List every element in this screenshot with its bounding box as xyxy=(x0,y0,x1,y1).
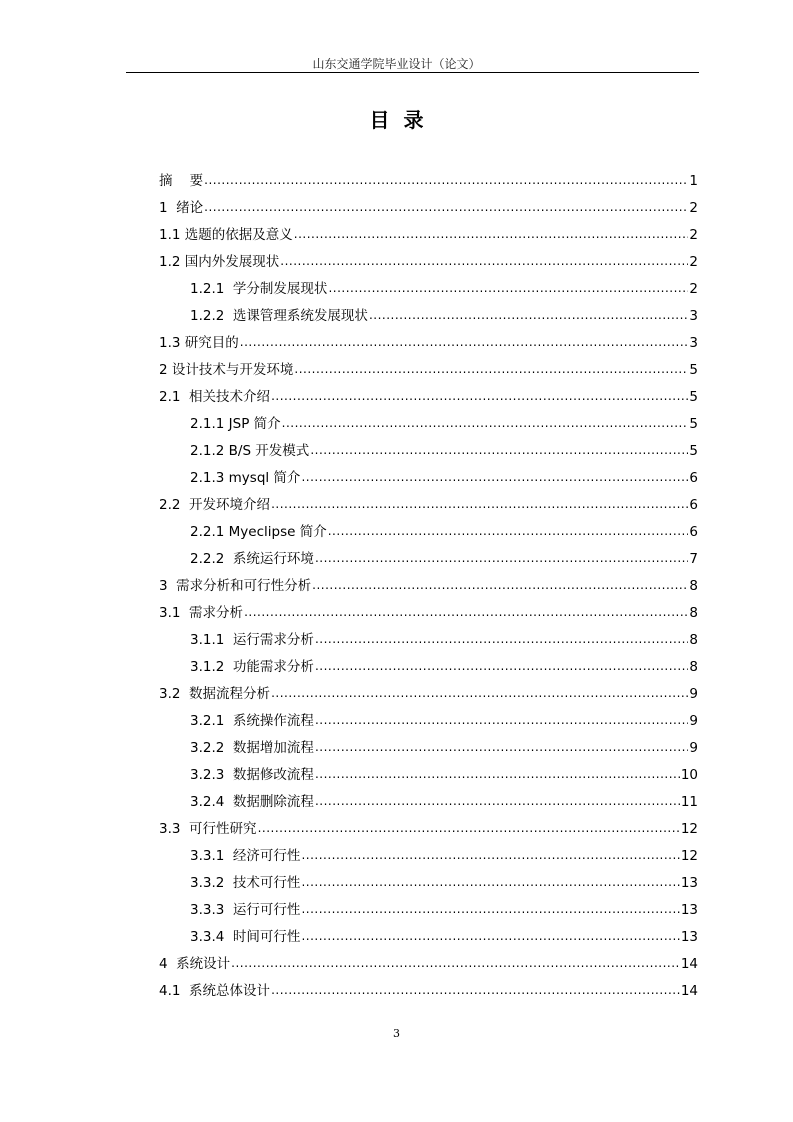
toc-entry-label: 2.2.1 Myeclipse 简介 xyxy=(190,524,327,540)
toc-entry-label: 2.1 相关技术介绍 xyxy=(159,389,271,405)
toc-entry xyxy=(159,924,698,951)
toc-entry-page: 2 xyxy=(689,254,698,270)
toc-entry-label: 3.2.1 系统操作流程 xyxy=(190,713,314,729)
toc-dot-leader xyxy=(310,437,688,464)
toc-dot-leader xyxy=(301,464,688,491)
toc-entry-page: 7 xyxy=(689,551,698,567)
toc-entry-page: 5 xyxy=(689,416,698,432)
toc-dot-leader xyxy=(282,410,689,437)
toc-entry-label: 1.1 选题的依据及意义 xyxy=(159,227,293,243)
toc-dot-leader xyxy=(240,329,689,356)
toc-entry-label: 2.1.2 B/S 开发模式 xyxy=(190,443,310,459)
toc-entry-page: 6 xyxy=(689,470,698,486)
toc-dot-leader xyxy=(271,491,688,518)
toc-entry-label: 2.1.1 JSP 简介 xyxy=(190,416,281,432)
toc-entry-page: 13 xyxy=(680,875,698,891)
toc-dot-leader xyxy=(231,950,680,977)
toc-entry xyxy=(159,735,698,762)
toc-entry xyxy=(159,330,698,357)
toc-dot-leader xyxy=(204,167,688,194)
toc-entry-page: 2 xyxy=(689,227,698,243)
toc-entry-label: 1.2.2 选课管理系统发展现状 xyxy=(190,308,368,324)
toc-entry-label: 2.1.3 mysql 简介 xyxy=(190,470,301,486)
toc-dot-leader xyxy=(271,383,688,410)
toc-entry xyxy=(159,276,698,303)
toc-dot-leader xyxy=(271,977,680,1004)
toc-entry xyxy=(159,816,698,843)
toc-entry xyxy=(159,681,698,708)
toc-entry-label: 3.3.4 时间可行性 xyxy=(190,929,301,945)
toc-entry xyxy=(159,897,698,924)
toc-dot-leader xyxy=(315,626,688,653)
toc-entry-label: 3.1 需求分析 xyxy=(159,605,244,621)
running-header: 山东交通学院毕业设计（论文） xyxy=(312,57,481,71)
toc-entry-label: 1.2.1 学分制发展现状 xyxy=(190,281,328,297)
toc-entry-label: 3.2.4 数据删除流程 xyxy=(190,794,314,810)
toc-entry-page: 11 xyxy=(680,794,698,810)
toc-entry-page: 8 xyxy=(689,578,698,594)
toc-entry-label: 3.3.2 技术可行性 xyxy=(190,875,301,891)
toc-entry xyxy=(159,411,698,438)
toc-entry-page: 8 xyxy=(689,632,698,648)
table-of-contents xyxy=(159,168,698,1005)
toc-entry-page: 8 xyxy=(689,605,698,621)
toc-entry-label: 3 需求分析和可行性分析 xyxy=(159,578,312,594)
toc-entry-page: 2 xyxy=(689,281,698,297)
page-title: 目 录 xyxy=(369,108,424,132)
toc-entry-page: 14 xyxy=(680,956,698,972)
toc-dot-leader xyxy=(294,356,688,383)
page-number: 3 xyxy=(393,1027,400,1040)
toc-dot-leader xyxy=(294,221,689,248)
toc-entry-page: 2 xyxy=(689,200,698,216)
toc-entry xyxy=(159,978,698,1005)
toc-entry-page: 6 xyxy=(689,524,698,540)
toc-entry xyxy=(159,384,698,411)
toc-entry-label: 2.2 开发环境介绍 xyxy=(159,497,271,513)
toc-dot-leader xyxy=(315,761,680,788)
toc-entry-page: 10 xyxy=(680,767,698,783)
toc-entry-page: 1 xyxy=(689,173,698,189)
toc-entry xyxy=(159,438,698,465)
toc-dot-leader xyxy=(301,842,679,869)
toc-entry xyxy=(159,168,698,195)
toc-entry-page: 5 xyxy=(689,389,698,405)
toc-dot-leader xyxy=(328,518,689,545)
toc-entry xyxy=(159,573,698,600)
toc-dot-leader xyxy=(315,545,688,572)
toc-entry-page: 14 xyxy=(680,983,698,999)
toc-entry xyxy=(159,762,698,789)
toc-entry-page: 6 xyxy=(689,497,698,513)
toc-dot-leader xyxy=(315,707,688,734)
toc-entry xyxy=(159,627,698,654)
toc-entry-page: 5 xyxy=(689,362,698,378)
toc-entry-page: 13 xyxy=(680,902,698,918)
toc-entry-label: 3.3 可行性研究 xyxy=(159,821,257,837)
toc-entry xyxy=(159,708,698,735)
toc-dot-leader xyxy=(258,815,680,842)
toc-entry-label: 3.1.2 功能需求分析 xyxy=(190,659,314,675)
toc-entry-label: 1.2 国内外发展现状 xyxy=(159,254,280,270)
toc-entry-page: 9 xyxy=(689,740,698,756)
toc-dot-leader xyxy=(280,248,688,275)
toc-dot-leader xyxy=(301,923,679,950)
toc-entry-page: 3 xyxy=(689,335,698,351)
toc-entry xyxy=(159,843,698,870)
toc-entry xyxy=(159,222,698,249)
toc-dot-leader xyxy=(315,734,688,761)
toc-dot-leader xyxy=(369,302,688,329)
toc-entry-page: 9 xyxy=(689,713,698,729)
toc-entry-label: 2.2.2 系统运行环境 xyxy=(190,551,314,567)
toc-entry-label: 3.2.3 数据修改流程 xyxy=(190,767,314,783)
toc-entry xyxy=(159,195,698,222)
toc-entry-page: 8 xyxy=(689,659,698,675)
toc-entry-label: 摘 要 xyxy=(159,173,204,189)
toc-entry-label: 3.2.2 数据增加流程 xyxy=(190,740,314,756)
toc-entry-label: 3.3.3 运行可行性 xyxy=(190,902,301,918)
toc-entry xyxy=(159,519,698,546)
toc-entry xyxy=(159,600,698,627)
toc-entry xyxy=(159,465,698,492)
toc-dot-leader xyxy=(315,788,680,815)
toc-entry-label: 3.3.1 经济可行性 xyxy=(190,848,301,864)
toc-entry-page: 3 xyxy=(689,308,698,324)
toc-dot-leader xyxy=(328,275,688,302)
toc-entry-page: 13 xyxy=(680,929,698,945)
toc-entry-label: 4 系统设计 xyxy=(159,956,231,972)
toc-entry-label: 1 绪论 xyxy=(159,200,204,216)
toc-dot-leader xyxy=(271,680,688,707)
toc-entry xyxy=(159,789,698,816)
toc-entry-label: 3.2 数据流程分析 xyxy=(159,686,271,702)
toc-entry xyxy=(159,249,698,276)
toc-entry-page: 12 xyxy=(680,848,698,864)
toc-dot-leader xyxy=(301,869,679,896)
toc-entry-label: 2 设计技术与开发环境 xyxy=(159,362,294,378)
toc-entry xyxy=(159,870,698,897)
toc-entry-label: 1.3 研究目的 xyxy=(159,335,239,351)
toc-entry xyxy=(159,546,698,573)
toc-entry xyxy=(159,303,698,330)
toc-dot-leader xyxy=(312,572,688,599)
toc-entry-page: 5 xyxy=(689,443,698,459)
toc-entry xyxy=(159,357,698,384)
toc-dot-leader xyxy=(315,653,688,680)
toc-entry-page: 9 xyxy=(689,686,698,702)
toc-entry xyxy=(159,654,698,681)
toc-entry xyxy=(159,492,698,519)
toc-entry xyxy=(159,951,698,978)
toc-entry-label: 3.1.1 运行需求分析 xyxy=(190,632,314,648)
header-rule xyxy=(126,72,699,73)
toc-dot-leader xyxy=(301,896,679,923)
toc-entry-label: 4.1 系统总体设计 xyxy=(159,983,271,999)
toc-dot-leader xyxy=(244,599,688,626)
toc-dot-leader xyxy=(204,194,688,221)
toc-entry-page: 12 xyxy=(680,821,698,837)
